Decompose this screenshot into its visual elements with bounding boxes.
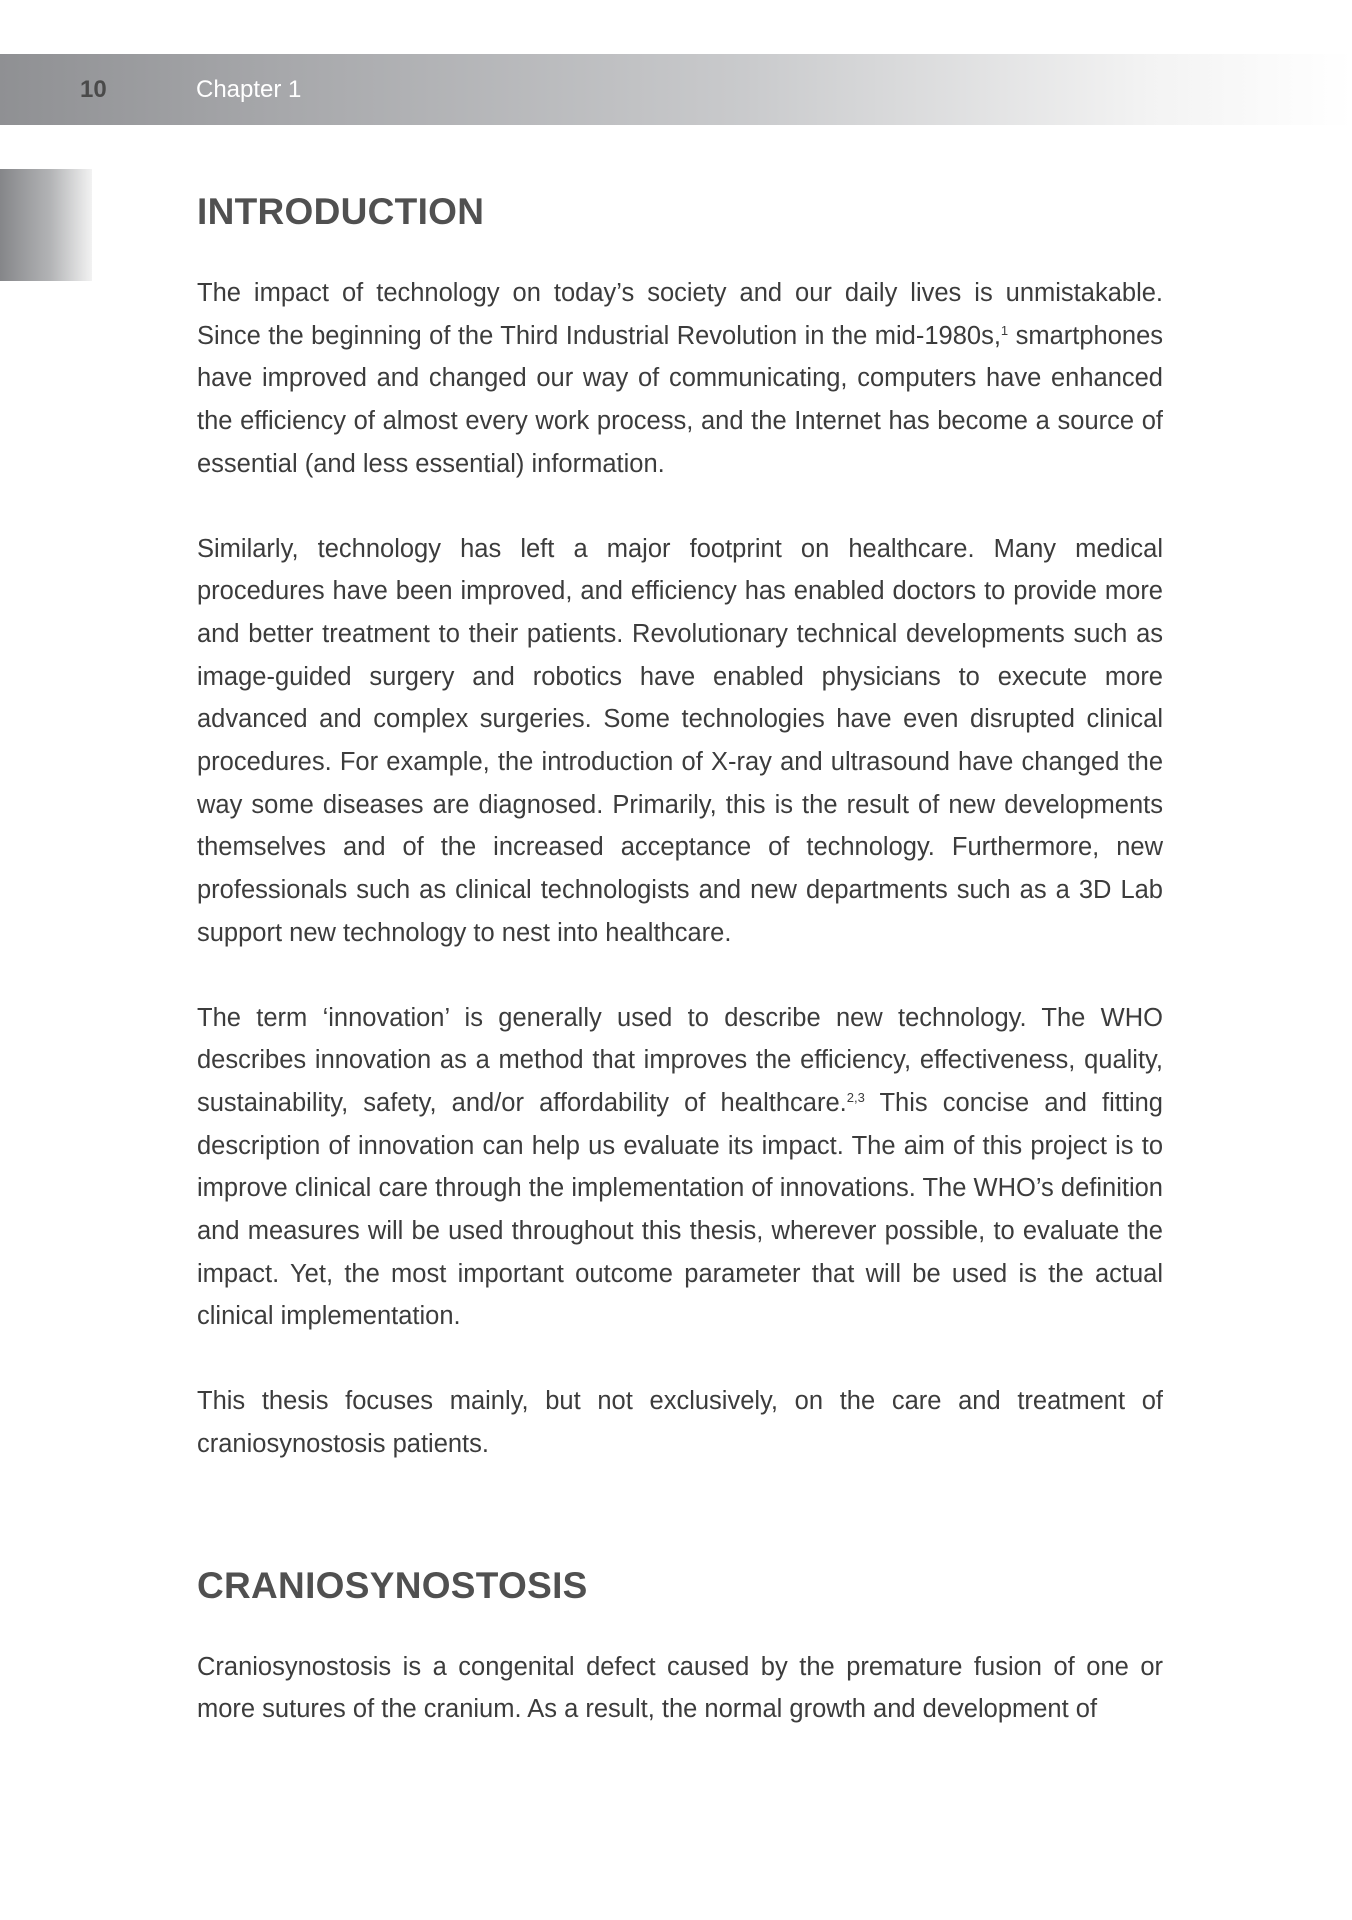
running-header: [0, 54, 1352, 125]
page-number: 10: [80, 76, 107, 103]
intro-paragraph-2: Similarly, technology has left a major footprint on healthcare. Many medical procedures have been improved, and efficiency has enabled doctors to provide more and better treatment to their patients. Revolutionary technical developments such as image-guided surgery and robotics have enabled physicians to execute more advanced and complex surgeries. Some technologies have even disrupted clinical procedures. For example, the introduction of X-ray and ultrasound have changed the way some diseases are diagnosed. Primarily, this is the result of new developments themselves and of the increased acceptance of technology. Furthermore, new professionals such as clinical technologists and new departments such as a 3D Lab support new technology to nest into healthcare.: [197, 534, 1163, 947]
page-body: [197, 180, 1163, 1731]
intro-paragraph-4: This thesis focuses mainly, but not exclusively, on the care and treatment of craniosynostosis patients.: [197, 1387, 1163, 1458]
section-heading-introduction: INTRODUCTION: [197, 191, 485, 232]
intro-paragraph-3-text-b: This concise and fitting description of innovation can help us evaluate its impact. The aim of this project is to improve clinical care through the implementation of innovations. The WHO’s definition and measures will be used throughout this thesis, wherever possible, to evaluate the impact. Yet, the most important outcome parameter that will be used is the actual clinical implementation.: [197, 1088, 1163, 1331]
chapter-label: Chapter 1: [196, 76, 302, 103]
chapter-thumb-tab: [0, 169, 92, 281]
intro-paragraph-3-text-a: The term ‘innovation’ is generally used to describe new technology. The WHO describes innovation as a method that improves the efficiency, effectiveness, quality, sustainability, safety, and/or affordability of healthcare.: [197, 1003, 1163, 1117]
intro-paragraph-1-text-b: smartphones have improved and changed our way of communicating, computers have enhanced the efficiency of almost every work process, and the Internet has become a source of essential (and less essential) information.: [197, 321, 1163, 478]
craniosynostosis-paragraph-1: Craniosynostosis is a congenital defect caused by the premature fusion of one or more sutures of the cranium. As a result, the normal growth and development of: [197, 1652, 1163, 1724]
intro-paragraph-3: [197, 997, 1163, 1339]
intro-paragraph-1: [197, 272, 1163, 486]
intro-paragraph-1-text-a: The impact of technology on today’s society and our daily lives is unmistakable. Since the beginning of the Third Industrial Revolution in the mid-1980s,: [197, 279, 1163, 350]
footnote-ref: 2,3: [846, 1089, 865, 1105]
section-heading-craniosynostosis: CRANIOSYNOSTOSIS: [197, 1564, 588, 1606]
footnote-ref: 1: [1000, 322, 1009, 338]
